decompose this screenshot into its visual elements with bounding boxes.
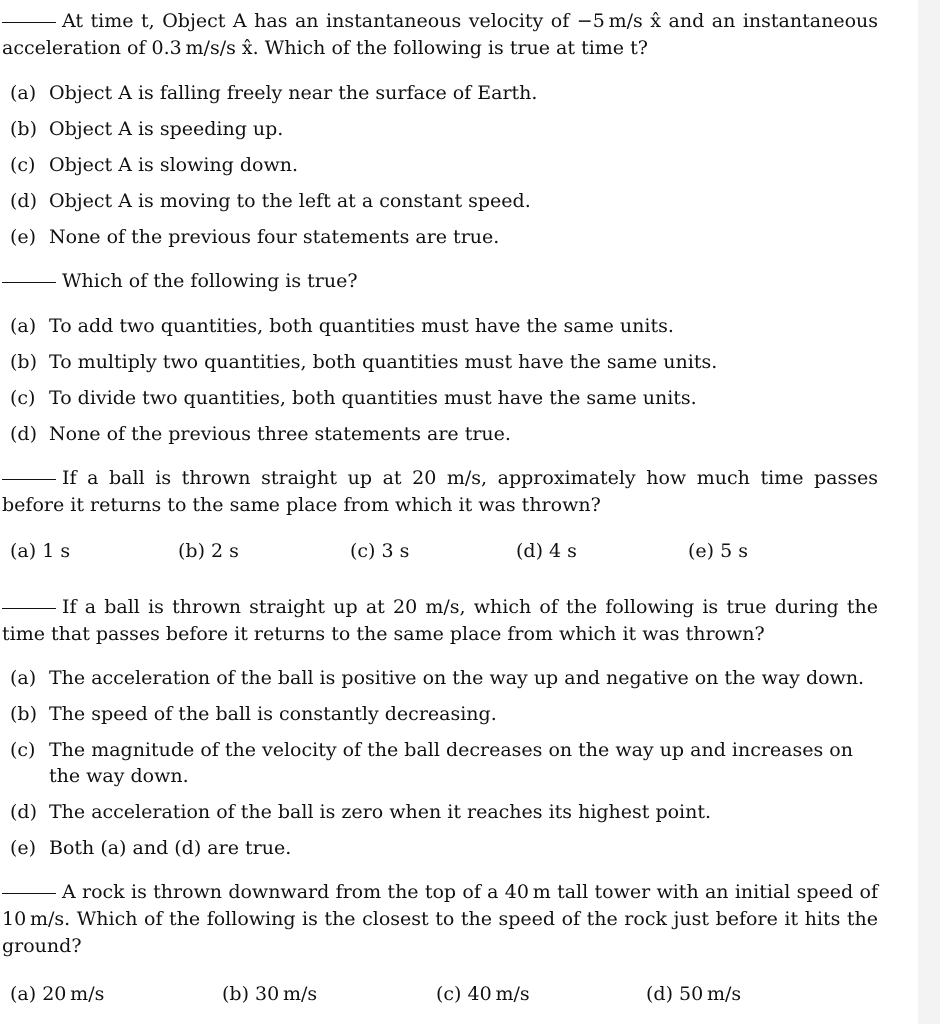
option-text: None of the previous four statements are true. bbox=[49, 226, 500, 248]
option-label: (d) bbox=[10, 801, 37, 823]
option-a bbox=[10, 313, 880, 339]
option-text: 1 s bbox=[42, 540, 71, 562]
option-a bbox=[10, 80, 880, 106]
question-5 bbox=[2, 879, 878, 960]
answer-blank[interactable] bbox=[2, 893, 56, 894]
option-text: 50 m/s bbox=[679, 983, 742, 1005]
answer-blank[interactable] bbox=[2, 22, 56, 23]
page-edge bbox=[918, 0, 940, 1024]
option-label: (c) bbox=[350, 540, 376, 562]
option-c bbox=[350, 540, 409, 562]
question-1 bbox=[2, 8, 878, 62]
option-text: 5 s bbox=[720, 540, 749, 562]
option-text: The magnitude of the velocity of the ball decreases on the way up and increases on the way down. bbox=[49, 739, 853, 787]
option-label: (b) bbox=[178, 540, 205, 562]
option-label: (e) bbox=[10, 226, 37, 248]
option-label: (e) bbox=[688, 540, 715, 562]
option-c bbox=[10, 385, 880, 411]
option-b bbox=[222, 983, 317, 1005]
option-label: (d) bbox=[10, 190, 37, 212]
option-text: The acceleration of the ball is positive on the way up and negative on the way down. bbox=[49, 667, 865, 689]
option-b bbox=[10, 349, 880, 375]
option-a bbox=[10, 983, 104, 1005]
option-text: 4 s bbox=[549, 540, 577, 562]
option-e bbox=[10, 224, 880, 250]
option-text: 3 s bbox=[381, 540, 410, 562]
option-text: 30 m/s bbox=[255, 983, 318, 1005]
answer-blank[interactable] bbox=[2, 608, 56, 609]
option-text: Object A is moving to the left at a constant speed. bbox=[49, 190, 531, 212]
question-2 bbox=[2, 268, 878, 295]
option-label: (b) bbox=[10, 703, 37, 725]
option-text: The speed of the ball is constantly decreasing. bbox=[49, 703, 497, 725]
option-d bbox=[516, 540, 577, 562]
option-e bbox=[688, 540, 748, 562]
option-text: To multiply two quantities, both quantities must have the same units. bbox=[49, 351, 718, 373]
option-c bbox=[436, 983, 530, 1005]
question-stem: If a ball is thrown straight up at 20 m/s, which of the following is true during the time that passes before it returns to the same place from which it was thrown? bbox=[2, 596, 878, 645]
question-stem: Which of the following is true? bbox=[62, 270, 358, 292]
question-4 bbox=[2, 594, 878, 648]
answer-blank[interactable] bbox=[2, 479, 56, 480]
option-label: (a) bbox=[10, 667, 37, 689]
option-text: To divide two quantities, both quantities must have the same units. bbox=[49, 387, 697, 409]
option-b bbox=[10, 701, 880, 727]
question-stem: A rock is thrown downward from the top of a 40 m tall tower with an initial speed of 10 m/s. Which of the following is the closest to the speed of the rock just before it hits the ground? bbox=[2, 881, 878, 957]
option-text: The acceleration of the ball is zero when it reaches its highest point. bbox=[49, 801, 712, 823]
option-text: 40 m/s bbox=[467, 983, 530, 1005]
option-d bbox=[10, 421, 880, 447]
question-5-options bbox=[10, 983, 890, 1009]
option-label: (d) bbox=[646, 983, 673, 1005]
option-label: (a) bbox=[10, 983, 37, 1005]
option-text: Object A is falling freely near the surface of Earth. bbox=[49, 82, 538, 104]
option-label: (a) bbox=[10, 315, 37, 337]
option-label: (b) bbox=[10, 351, 37, 373]
option-label: (b) bbox=[222, 983, 249, 1005]
option-text: Object A is slowing down. bbox=[49, 154, 299, 176]
option-label: (c) bbox=[10, 387, 36, 409]
option-e bbox=[10, 835, 880, 861]
option-label: (b) bbox=[10, 118, 37, 140]
question-stem: At time t, Object A has an instantaneous velocity of −5 m/s x̂ and an instantaneous acceleration of 0.3 m/s/s x̂. Which of the following is true at time t? bbox=[2, 10, 878, 59]
option-d bbox=[10, 799, 880, 825]
option-label: (a) bbox=[10, 82, 37, 104]
option-label: (c) bbox=[436, 983, 462, 1005]
option-c bbox=[10, 152, 880, 178]
option-text: To add two quantities, both quantities must have the same units. bbox=[49, 315, 674, 337]
option-label: (d) bbox=[10, 423, 37, 445]
option-a bbox=[10, 540, 70, 562]
option-c bbox=[10, 737, 880, 789]
option-label: (c) bbox=[10, 154, 36, 176]
option-label: (c) bbox=[10, 739, 36, 761]
question-stem: If a ball is thrown straight up at 20 m/s, approximately how much time passes before it returns to the same place from which it was thrown? bbox=[2, 467, 878, 516]
option-label: (e) bbox=[10, 837, 37, 859]
option-text: Both (a) and (d) are true. bbox=[49, 837, 292, 859]
option-text: None of the previous three statements are true. bbox=[49, 423, 511, 445]
option-a bbox=[10, 665, 880, 691]
option-label: (a) bbox=[10, 540, 37, 562]
option-text: Object A is speeding up. bbox=[49, 118, 284, 140]
option-b bbox=[178, 540, 239, 562]
option-text: 2 s bbox=[211, 540, 239, 562]
option-label: (d) bbox=[516, 540, 543, 562]
option-d bbox=[646, 983, 741, 1005]
answer-blank[interactable] bbox=[2, 282, 56, 283]
question-3 bbox=[2, 465, 878, 519]
option-d bbox=[10, 188, 880, 214]
question-3-options bbox=[10, 540, 890, 566]
option-b bbox=[10, 116, 880, 142]
option-text: 20 m/s bbox=[42, 983, 105, 1005]
